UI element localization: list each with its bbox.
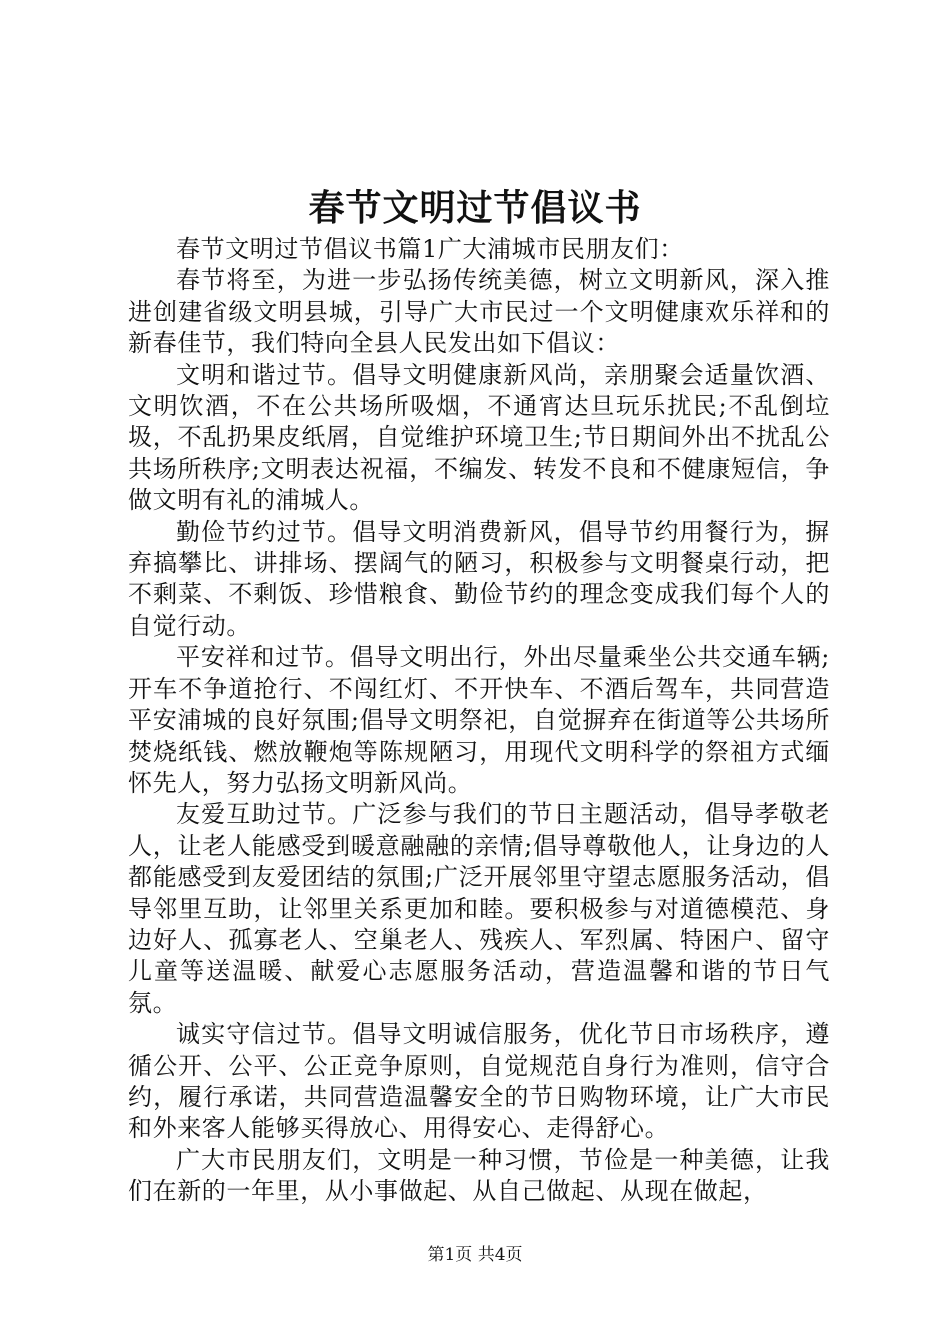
paragraph-greeting: 春节文明过节倡议书篇1广大浦城市民朋友们： (176, 235, 684, 263)
document-body (128, 234, 830, 1208)
document-title: 春节文明过节倡议书 (308, 187, 642, 229)
paragraph-intro: 春节将至，为进一步弘扬传统美德，树立文明新风，深入推进创建省级文明县城，引导广大市民过一个文明健康欢乐祥和的新春佳节，我们特向全县人民发出如下倡议： (128, 266, 830, 358)
paragraph-honesty: 诚实守信过节。倡导文明诚信服务，优化节日市场秩序，遵循公开、公平、公正竞争原则，自觉规范自身行为准则，信守合约，履行承诺，共同营造温馨安全的节日购物环境，让广大市民和外来客人能够买得放心、用得安心、走得舒心。 (128, 1020, 830, 1143)
paragraph-frugal: 勤俭节约过节。倡导文明消费新风，倡导节约用餐行为，摒弃搞攀比、讲排场、摆阔气的陋习，积极参与文明餐桌行动，把不剩菜、不剩饭、珍惜粮食、勤俭节约的理念变成我们每个人的自觉行动。 (128, 517, 830, 640)
paragraph-mutual-aid: 友爱互助过节。广泛参与我们的节日主题活动，倡导孝敬老人，让老人能感受到暖意融融的亲情;倡导尊敬他人，让身边的人都能感受到友爱团结的氛围;广泛开展邻里守望志愿服务活动，倡导邻里互助，让邻里关系更加和睦。要积极参与对道德模范、身边好人、孤寡老人、空巢老人、残疾人、军烈属、特困户、留守儿童等送温暖、献爱心志愿服务活动，营造温馨和谐的节日气氛。 (128, 800, 830, 1017)
page-number: 第1页 共4页 (427, 1245, 523, 1265)
paragraph-safe-peaceful: 平安祥和过节。倡导文明出行，外出尽量乘坐公共交通车辆;开车不争道抢行、不闯红灯、不开快车、不酒后驾车，共同营造平安浦城的良好氛围;倡导文明祭祀，自觉摒弃在街道等公共场所焚烧纸钱、燃放鞭炮等陈规陋习，用现代文明科学的祭祖方式缅怀先人，努力弘扬文明新风尚。 (128, 643, 830, 797)
paragraph-civilized-harmony: 文明和谐过节。倡导文明健康新风尚，亲朋聚会适量饮酒、文明饮酒，不在公共场所吸烟，不通宵达旦玩乐扰民;不乱倒垃圾，不乱扔果皮纸屑，自觉维护环境卫生;节日期间外出不扰乱公共场所秩序;文明表达祝福，不编发、转发不良和不健康短信，争做文明有礼的浦城人。 (128, 360, 830, 515)
paragraph-closing: 广大市民朋友们，文明是一种习惯，节俭是一种美德，让我们在新的一年里，从小事做起、从自己做起、从现在做起， (128, 1145, 830, 1206)
